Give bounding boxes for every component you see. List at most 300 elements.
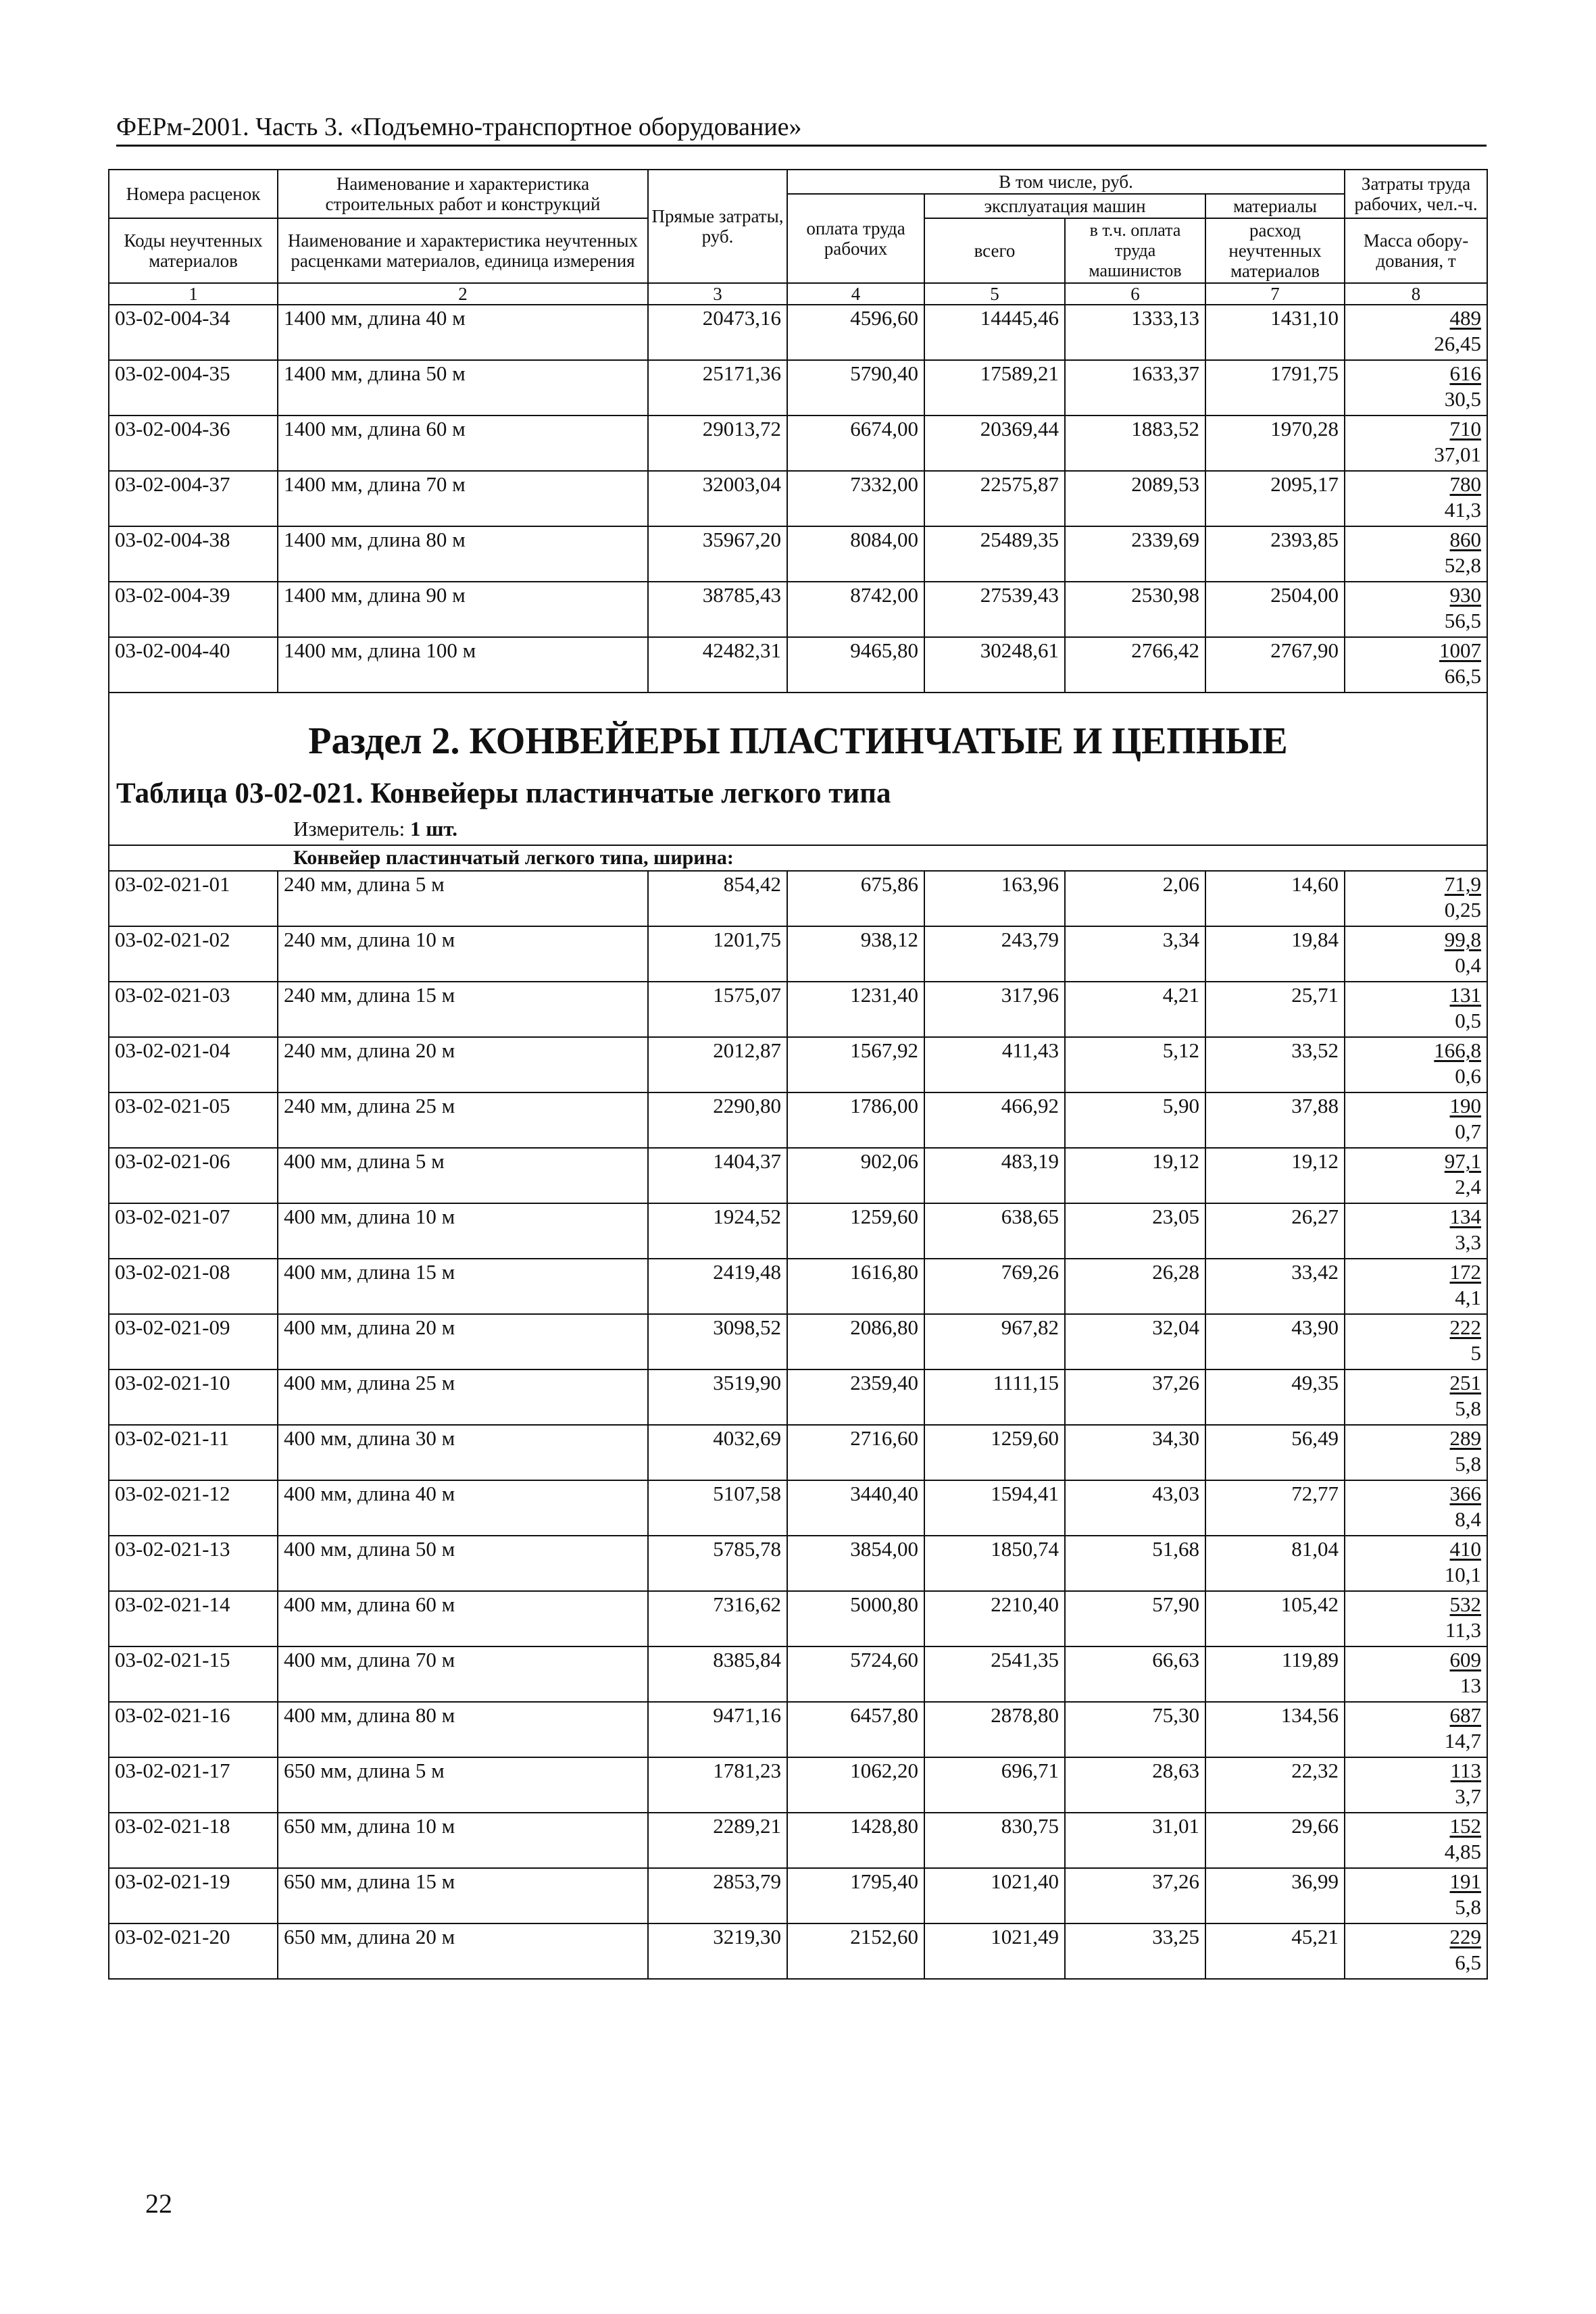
cell-code: 03-02-021-02 [109,926,278,982]
cell-mat: 56,49 [1205,1425,1345,1480]
cell-code: 03-02-021-01 [109,871,278,926]
col1-subheader: Коды неучтенных материалов [109,218,278,283]
cell-code: 03-02-021-20 [109,1923,278,1979]
materials-header: материалы [1205,194,1345,218]
cell-labor-mass [1345,526,1487,582]
table-row [109,1757,1487,1813]
cell-direct: 1575,07 [648,982,787,1037]
cell-mat: 134,56 [1205,1702,1345,1757]
cell-mach-wage: 2339,69 [1065,526,1205,582]
cell-mat: 33,52 [1205,1037,1345,1092]
col7-header: расход неучтенных материалов [1205,218,1345,283]
table-row [109,1813,1487,1868]
cell-code: 03-02-004-40 [109,637,278,693]
cell-direct: 2853,79 [648,1868,787,1923]
cell-mach: 411,43 [924,1037,1065,1092]
labor-hours: 687 [1449,1703,1482,1727]
cell-mach-wage: 2530,98 [1065,582,1205,637]
cell-direct: 1201,75 [648,926,787,982]
cell-name: 1400 мм, длина 100 м [278,637,648,693]
cell-labor-mass [1345,1702,1487,1757]
cell-direct: 1404,37 [648,1148,787,1203]
cell-mach: 638,65 [924,1203,1065,1259]
cell-mat: 105,42 [1205,1591,1345,1646]
cell-wage: 2086,80 [787,1314,924,1369]
cell-name: 400 мм, длина 5 м [278,1148,648,1203]
equipment-mass: 0,7 [1455,1120,1482,1143]
cell-labor-mass [1345,1646,1487,1702]
equipment-mass: 26,45 [1434,332,1482,355]
labor-hours: 166,8 [1434,1038,1482,1062]
table-row [109,1148,1487,1203]
cell-mach-wage: 2766,42 [1065,637,1205,693]
equipment-mass: 37,01 [1434,443,1482,466]
labor-hours: 172 [1449,1260,1482,1284]
cell-name: 240 мм, длина 25 м [278,1092,648,1148]
cell-mat: 22,32 [1205,1757,1345,1813]
equipment-mass: 8,4 [1455,1507,1482,1531]
table-row [109,982,1487,1037]
table-row [109,1536,1487,1591]
cell-wage: 902,06 [787,1148,924,1203]
labor-hours: 489 [1449,306,1482,330]
cell-direct: 25171,36 [648,360,787,416]
cell-mach-wage: 31,01 [1065,1813,1205,1868]
cell-direct: 2289,21 [648,1813,787,1868]
col-number: 7 [1205,283,1345,305]
cell-labor-mass [1345,1425,1487,1480]
table-row [109,871,1487,926]
table-row [109,1369,1487,1425]
col-number: 6 [1065,283,1205,305]
cell-mach: 27539,43 [924,582,1065,637]
table-row [109,305,1487,360]
cell-mach-wage: 5,12 [1065,1037,1205,1092]
labor-hours: 251 [1449,1371,1482,1394]
cell-mach: 1111,15 [924,1369,1065,1425]
rates-table [108,169,1488,1980]
cell-mat: 36,99 [1205,1868,1345,1923]
cell-mach: 466,92 [924,1092,1065,1148]
cell-direct: 854,42 [648,871,787,926]
section-block [109,693,1487,845]
table-row [109,582,1487,637]
cell-name: 240 мм, длина 20 м [278,1037,648,1092]
table-row [109,416,1487,471]
cell-mat: 29,66 [1205,1813,1345,1868]
cell-labor-mass [1345,305,1487,360]
cell-labor-mass [1345,1868,1487,1923]
col-number: 4 [787,283,924,305]
col-number: 3 [648,283,787,305]
cell-name: 240 мм, длина 5 м [278,871,648,926]
cell-wage: 7332,00 [787,471,924,526]
labor-hours: 131 [1449,983,1482,1007]
cell-wage: 8742,00 [787,582,924,637]
cell-labor-mass [1345,1369,1487,1425]
cell-mat: 1970,28 [1205,416,1345,471]
labor-hours: 222 [1449,1315,1482,1339]
equipment-mass: 4,1 [1455,1286,1482,1309]
cell-mach-wage: 75,30 [1065,1702,1205,1757]
cell-name: 400 мм, длина 40 м [278,1480,648,1536]
cell-mach: 696,71 [924,1757,1065,1813]
table-row [109,1092,1487,1148]
cell-mach: 830,75 [924,1813,1065,1868]
table-row [109,1425,1487,1480]
cell-mat: 2095,17 [1205,471,1345,526]
cell-mat: 25,71 [1205,982,1345,1037]
cell-mach-wage: 28,63 [1065,1757,1205,1813]
table-row [109,526,1487,582]
labor-hours: 532 [1449,1592,1482,1616]
cell-mach: 30248,61 [924,637,1065,693]
cell-code: 03-02-021-19 [109,1868,278,1923]
cell-wage: 2359,40 [787,1369,924,1425]
cell-direct: 9471,16 [648,1702,787,1757]
cell-direct: 7316,62 [648,1591,787,1646]
table-row [109,1314,1487,1369]
cell-wage: 1428,80 [787,1813,924,1868]
cell-mat: 49,35 [1205,1369,1345,1425]
cell-mat: 33,42 [1205,1259,1345,1314]
cell-direct: 32003,04 [648,471,787,526]
cell-name: 400 мм, длина 30 м [278,1425,648,1480]
cell-name: 1400 мм, длина 50 м [278,360,648,416]
cell-name: 1400 мм, длина 60 м [278,416,648,471]
cell-code: 03-02-004-37 [109,471,278,526]
equipment-mass: 11,3 [1445,1618,1482,1642]
equipment-mass: 5,8 [1455,1895,1482,1919]
labor-hours: 410 [1449,1537,1482,1561]
cell-mat: 43,90 [1205,1314,1345,1369]
cell-mat: 37,88 [1205,1092,1345,1148]
equipment-mass: 0,5 [1455,1009,1482,1032]
cell-code: 03-02-021-15 [109,1646,278,1702]
group-title: Конвейер пластинчатый легкого типа, ширина: [109,845,1487,871]
col2-header: Наименование и характеристика строительных работ и конструкций [278,170,648,218]
measure-value: 1 шт. [409,817,458,840]
labor-hours: 616 [1449,361,1482,385]
col-number: 8 [1345,283,1487,305]
table-row [109,1702,1487,1757]
cell-name: 400 мм, длина 15 м [278,1259,648,1314]
cell-direct: 5785,78 [648,1536,787,1591]
cell-wage: 675,86 [787,871,924,926]
cell-wage: 5724,60 [787,1646,924,1702]
page-header: ФЕРм-2001. Часть 3. «Подъемно-транспортное оборудование» [116,112,1487,147]
cell-name: 400 мм, длина 60 м [278,1591,648,1646]
cell-mach-wage: 19,12 [1065,1148,1205,1203]
cell-code: 03-02-021-10 [109,1369,278,1425]
cell-labor-mass [1345,1092,1487,1148]
cell-name: 1400 мм, длина 40 м [278,305,648,360]
cell-wage: 3440,40 [787,1480,924,1536]
equipment-mass: 13 [1460,1674,1482,1697]
table-row [109,637,1487,693]
section-title: Раздел 2. КОНВЕЙЕРЫ ПЛАСТИНЧАТЫЕ И ЦЕПНЫЕ [308,720,1288,762]
cell-code: 03-02-021-08 [109,1259,278,1314]
cell-labor-mass [1345,926,1487,982]
cell-mach-wage: 5,90 [1065,1092,1205,1148]
equipment-mass: 41,3 [1444,498,1482,522]
cell-name: 400 мм, длина 70 м [278,1646,648,1702]
cell-mat: 81,04 [1205,1536,1345,1591]
table-row [109,1259,1487,1314]
cell-labor-mass [1345,1923,1487,1979]
cell-direct: 29013,72 [648,416,787,471]
cell-direct: 35967,20 [648,526,787,582]
cell-labor-mass [1345,982,1487,1037]
equipment-mass: 5 [1470,1341,1482,1365]
equipment-mass: 52,8 [1444,553,1482,577]
col1-header: Номера расценок [109,170,278,218]
cell-name: 240 мм, длина 10 м [278,926,648,982]
col4-header: оплата труда рабочих [787,194,924,283]
cell-mat: 1791,75 [1205,360,1345,416]
cell-code: 03-02-004-38 [109,526,278,582]
cell-mach-wage: 34,30 [1065,1425,1205,1480]
cell-code: 03-02-021-17 [109,1757,278,1813]
cell-code: 03-02-021-13 [109,1536,278,1591]
labor-hours: 152 [1449,1814,1482,1838]
cell-code: 03-02-021-06 [109,1148,278,1203]
cell-mach: 22575,87 [924,471,1065,526]
equipment-mass: 6,5 [1455,1951,1482,1974]
cell-code: 03-02-004-39 [109,582,278,637]
cell-direct: 2419,48 [648,1259,787,1314]
labor-hours: 113 [1450,1759,1482,1782]
cell-mach-wage: 57,90 [1065,1591,1205,1646]
cell-wage: 5000,80 [787,1591,924,1646]
table-row [109,360,1487,416]
cell-code: 03-02-021-09 [109,1314,278,1369]
cell-wage: 1259,60 [787,1203,924,1259]
cell-labor-mass [1345,1813,1487,1868]
cell-mach: 14445,46 [924,305,1065,360]
labor-hours: 366 [1449,1482,1482,1505]
cell-code: 03-02-004-36 [109,416,278,471]
table-row [109,471,1487,526]
equipment-mass: 0,25 [1444,898,1482,922]
cell-labor-mass [1345,1536,1487,1591]
cell-mach: 163,96 [924,871,1065,926]
cell-mat: 19,12 [1205,1148,1345,1203]
machines-header: эксплуатация машин [924,194,1205,218]
labor-hours: 930 [1449,583,1482,607]
cell-mach: 243,79 [924,926,1065,982]
equipment-mass: 0,4 [1455,953,1482,977]
cell-wage: 1616,80 [787,1259,924,1314]
page-number: 22 [145,2188,172,2219]
labor-hours: 97,1 [1444,1149,1482,1173]
cell-mach: 1021,49 [924,1923,1065,1979]
cell-wage: 938,12 [787,926,924,982]
cell-labor-mass [1345,1148,1487,1203]
equipment-mass: 56,5 [1444,609,1482,632]
table-row [109,1591,1487,1646]
cell-code: 03-02-021-11 [109,1425,278,1480]
header-row-1 [109,170,1487,194]
cell-name: 400 мм, длина 50 м [278,1536,648,1591]
equipment-mass: 2,4 [1455,1175,1482,1199]
cell-mach-wage: 4,21 [1065,982,1205,1037]
cell-mach: 967,82 [924,1314,1065,1369]
cell-wage: 6457,80 [787,1702,924,1757]
cell-mat: 2504,00 [1205,582,1345,637]
measure-line [293,816,1487,842]
cell-labor-mass [1345,1757,1487,1813]
cell-code: 03-02-021-18 [109,1813,278,1868]
cell-code: 03-02-004-34 [109,305,278,360]
cell-mach: 2878,80 [924,1702,1065,1757]
cell-mach-wage: 37,26 [1065,1369,1205,1425]
labor-hours: 99,8 [1444,928,1482,951]
cell-wage: 3854,00 [787,1536,924,1591]
cell-direct: 4032,69 [648,1425,787,1480]
cell-code: 03-02-021-16 [109,1702,278,1757]
col3-header: Прямые затраты, руб. [648,170,787,283]
cell-mat: 2393,85 [1205,526,1345,582]
cell-wage: 5790,40 [787,360,924,416]
col-number: 5 [924,283,1065,305]
cell-labor-mass [1345,871,1487,926]
labor-hours: 780 [1449,472,1482,496]
cell-code: 03-02-021-05 [109,1092,278,1148]
cell-mat: 2767,90 [1205,637,1345,693]
cell-name: 1400 мм, длина 70 м [278,471,648,526]
cell-mach-wage: 1883,52 [1065,416,1205,471]
cell-labor-mass [1345,360,1487,416]
cell-mach-wage: 37,26 [1065,1868,1205,1923]
cell-direct: 3519,90 [648,1369,787,1425]
cell-mach-wage: 43,03 [1065,1480,1205,1536]
cell-labor-mass [1345,1203,1487,1259]
cell-name: 1400 мм, длина 80 м [278,526,648,582]
col-number: 2 [278,283,648,305]
cell-mach-wage: 66,63 [1065,1646,1205,1702]
cell-mach: 483,19 [924,1148,1065,1203]
cell-wage: 1567,92 [787,1037,924,1092]
equipment-mass: 10,1 [1444,1563,1482,1586]
cell-mach: 25489,35 [924,526,1065,582]
col8-header-bottom: Масса обору-дования, т [1345,218,1487,283]
equipment-mass: 5,8 [1455,1397,1482,1420]
labor-hours: 860 [1449,528,1482,551]
cell-mat: 14,60 [1205,871,1345,926]
cell-code: 03-02-004-35 [109,360,278,416]
cell-direct: 38785,43 [648,582,787,637]
cell-mach-wage: 1333,13 [1065,305,1205,360]
cell-labor-mass [1345,582,1487,637]
cell-labor-mass [1345,416,1487,471]
table-row [109,926,1487,982]
cell-direct: 3219,30 [648,1923,787,1979]
cell-direct: 5107,58 [648,1480,787,1536]
labor-hours: 134 [1449,1205,1482,1228]
labor-hours: 1007 [1439,638,1482,662]
cell-mach-wage: 3,34 [1065,926,1205,982]
cell-mach: 769,26 [924,1259,1065,1314]
equipment-mass: 14,7 [1444,1729,1482,1753]
cell-mat: 19,84 [1205,926,1345,982]
cell-code: 03-02-021-04 [109,1037,278,1092]
cell-name: 240 мм, длина 15 м [278,982,648,1037]
cell-wage: 1795,40 [787,1868,924,1923]
cell-direct: 42482,31 [648,637,787,693]
labor-hours: 191 [1449,1869,1482,1893]
cell-direct: 20473,16 [648,305,787,360]
column-numbers-row [109,283,1487,305]
col5-header: всего [924,218,1065,283]
equipment-mass: 4,85 [1444,1840,1482,1863]
cell-direct: 1924,52 [648,1203,787,1259]
cell-labor-mass [1345,1591,1487,1646]
cell-wage: 1786,00 [787,1092,924,1148]
cell-mach: 317,96 [924,982,1065,1037]
cell-wage: 1231,40 [787,982,924,1037]
measure-label: Измеритель: [293,817,405,840]
cell-mat: 72,77 [1205,1480,1345,1536]
cell-name: 1400 мм, длина 90 м [278,582,648,637]
incl-header: В том числе, руб. [787,170,1345,194]
cell-mach-wage: 2089,53 [1065,471,1205,526]
table-title: Таблица 03-02-021. Конвейеры пластинчатые легкого типа [116,778,891,809]
cell-code: 03-02-021-03 [109,982,278,1037]
col8-header-top: Затраты труда рабочих, чел.-ч. [1345,170,1487,218]
cell-mach: 1850,74 [924,1536,1065,1591]
col-number: 1 [109,283,278,305]
cell-mat: 45,21 [1205,1923,1345,1979]
col2-subheader: Наименование и характеристика неучтенных расценками материалов, единица измерения [278,218,648,283]
cell-wage: 6674,00 [787,416,924,471]
group-row [109,845,1487,871]
cell-mach: 1594,41 [924,1480,1065,1536]
table-row [109,1203,1487,1259]
cell-labor-mass [1345,637,1487,693]
cell-mach: 2541,35 [924,1646,1065,1702]
cell-name: 650 мм, длина 15 м [278,1868,648,1923]
cell-labor-mass [1345,1480,1487,1536]
cell-direct: 2012,87 [648,1037,787,1092]
cell-mach-wage: 1633,37 [1065,360,1205,416]
cell-mach-wage: 32,04 [1065,1314,1205,1369]
cell-labor-mass [1345,1314,1487,1369]
cell-mach: 1021,40 [924,1868,1065,1923]
equipment-mass: 5,8 [1455,1452,1482,1476]
cell-mat: 119,89 [1205,1646,1345,1702]
table-row [109,1646,1487,1702]
cell-mach-wage: 33,25 [1065,1923,1205,1979]
cell-wage: 2152,60 [787,1923,924,1979]
cell-wage: 9465,80 [787,637,924,693]
cell-mach-wage: 51,68 [1065,1536,1205,1591]
table-row [109,1923,1487,1979]
table-row [109,1480,1487,1536]
cell-mat: 1431,10 [1205,305,1345,360]
cell-mat: 26,27 [1205,1203,1345,1259]
cell-mach: 2210,40 [924,1591,1065,1646]
labor-hours: 710 [1449,417,1482,441]
cell-mach: 1259,60 [924,1425,1065,1480]
equipment-mass: 3,7 [1455,1784,1482,1808]
cell-name: 400 мм, длина 20 м [278,1314,648,1369]
cell-code: 03-02-021-12 [109,1480,278,1536]
table-row [109,1868,1487,1923]
cell-mach-wage: 2,06 [1065,871,1205,926]
labor-hours: 229 [1449,1925,1482,1948]
cell-direct: 3098,52 [648,1314,787,1369]
